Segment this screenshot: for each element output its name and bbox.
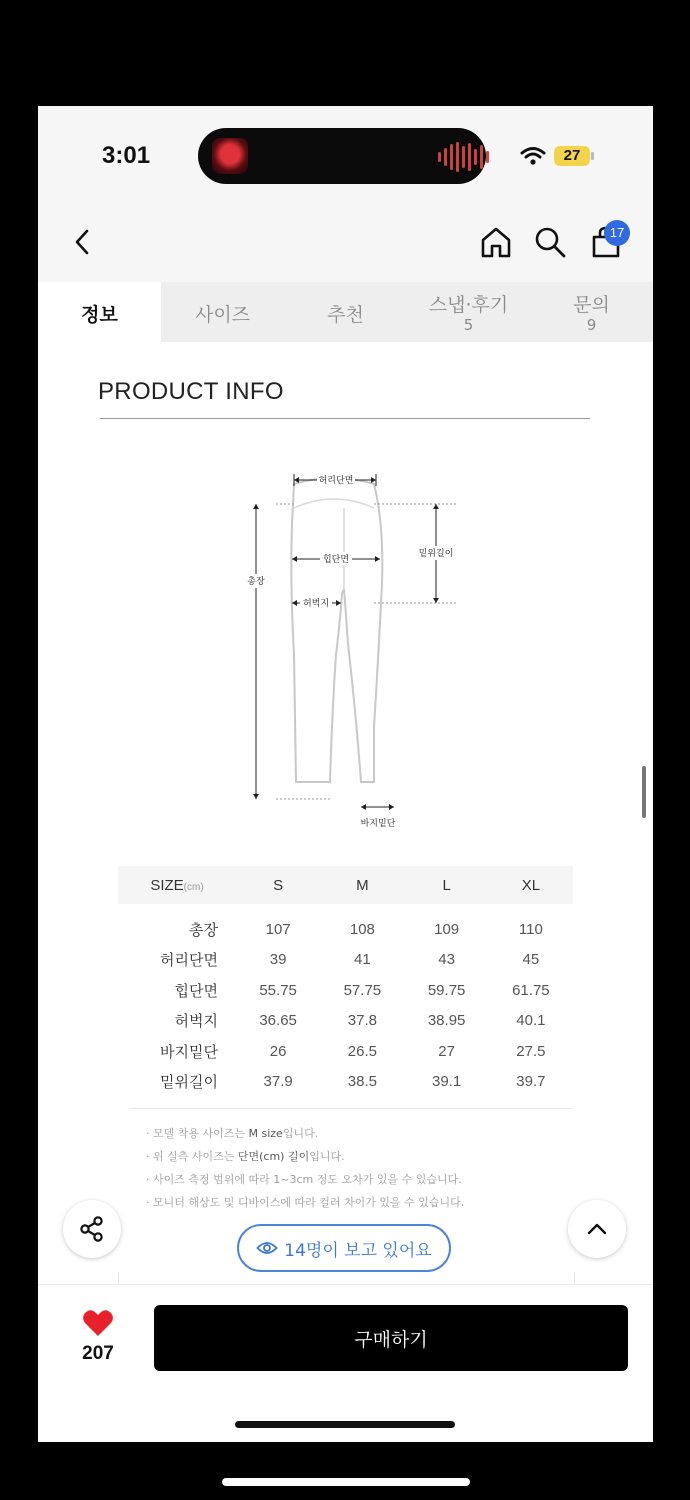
scrollbar[interactable] — [642, 766, 646, 818]
search-button[interactable] — [530, 222, 570, 262]
table-row — [118, 904, 573, 945]
table-row — [118, 1067, 573, 1098]
audio-wave-icon — [438, 142, 489, 172]
size-notes — [146, 1122, 464, 1214]
home-icon — [479, 225, 513, 259]
table-row — [118, 1006, 573, 1037]
pants-size-diagram — [224, 464, 484, 844]
label-hem: 바지밑단 — [360, 819, 396, 829]
note-measurement-type: · 위 실측 사이즈는 단면(cm) 길이입니다. — [146, 1150, 345, 1163]
table-cell: 27 — [438, 1042, 455, 1060]
back-button[interactable] — [62, 222, 102, 262]
table-cell: 45 — [522, 951, 540, 969]
eye-icon — [256, 1240, 278, 1256]
label-waist: 허리단면 — [318, 476, 354, 486]
col-header: XL — [489, 866, 573, 904]
tab-label: 문의 — [573, 294, 610, 316]
tab-snap-review[interactable] — [407, 282, 530, 342]
like-button[interactable] — [82, 1309, 114, 1341]
tab-count: 9 — [586, 316, 597, 334]
app-screen — [38, 106, 653, 1442]
table-cell: 110 — [518, 920, 543, 938]
row-label: 힙단면 — [174, 982, 218, 1000]
table-cell: 39 — [269, 951, 287, 969]
tab-size[interactable] — [161, 282, 284, 342]
home-indicator[interactable] — [235, 1421, 455, 1428]
label-total: 총장 — [247, 577, 265, 587]
note-model-size: · 모델 착용 사이즈는 M size입니다. — [146, 1127, 319, 1140]
status-bar — [38, 106, 653, 206]
table-row — [118, 945, 573, 976]
search-icon — [533, 225, 567, 259]
table-cell: 109 — [434, 920, 460, 938]
table-cell: 55.75 — [259, 981, 297, 999]
table-cell: 37.9 — [263, 1073, 293, 1091]
size-unit: (cm) — [183, 881, 204, 893]
divider — [100, 418, 590, 419]
outer-home-indicator — [222, 1478, 470, 1486]
home-button[interactable] — [476, 222, 516, 262]
col-header: S — [236, 866, 320, 904]
table-cell: 26 — [269, 1042, 287, 1060]
table-cell: 38.95 — [427, 1012, 466, 1030]
product-tabs — [38, 282, 653, 342]
top-nav — [38, 206, 653, 282]
table-cell: 27.5 — [516, 1042, 546, 1060]
col-header: L — [405, 866, 489, 904]
size-header-cell — [118, 866, 236, 904]
now-playing-artwork — [212, 138, 248, 174]
chevron-left-icon — [72, 228, 92, 256]
tab-label: 사이즈 — [194, 304, 251, 326]
col-header: M — [320, 866, 404, 904]
wifi-icon — [520, 146, 546, 170]
battery-indicator: 27 — [554, 146, 590, 166]
status-time: 3:01 — [102, 142, 151, 169]
label-rise: 밑위길이 — [418, 549, 454, 559]
buy-button[interactable]: 구매하기 — [154, 1305, 628, 1371]
tab-label: 추천 — [327, 304, 364, 326]
note-error-range: · 사이즈 측정 범위에 따라 1~3cm 정도 오차가 있을 수 있습니다. — [146, 1173, 462, 1186]
divider — [130, 1108, 572, 1109]
chevron-up-icon — [584, 1216, 610, 1242]
share-button[interactable] — [63, 1200, 121, 1258]
heart-icon — [82, 1309, 114, 1337]
row-label: 밑위길이 — [160, 1074, 218, 1092]
scroll-top-button[interactable] — [568, 1200, 626, 1258]
table-cell: 40.1 — [516, 1012, 546, 1030]
tab-label: 스냅·후기 — [428, 294, 509, 316]
note-color-difference: · 모니터 해상도 및 디바이스에 따라 컬러 차이가 있을 수 있습니다. — [146, 1196, 465, 1209]
table-cell: 38.5 — [347, 1073, 377, 1091]
table-cell: 108 — [349, 920, 375, 938]
tab-label: 정보 — [81, 304, 118, 326]
size-header-label: SIZE — [150, 876, 184, 894]
table-cell: 61.75 — [512, 981, 550, 999]
table-row — [118, 975, 573, 1006]
next-section-edge — [118, 1272, 575, 1284]
row-label: 총장 — [189, 921, 218, 939]
share-icon — [77, 1214, 107, 1244]
table-cell: 59.75 — [427, 981, 466, 999]
dynamic-island[interactable] — [198, 128, 486, 184]
row-label: 바지밑단 — [160, 1043, 218, 1061]
table-cell: 57.75 — [343, 981, 382, 999]
tab-inquiry[interactable] — [530, 282, 653, 342]
table-cell: 26.5 — [347, 1042, 377, 1060]
battery-tip — [591, 152, 594, 160]
size-chart-header — [118, 866, 573, 904]
row-label: 허리단면 — [160, 952, 218, 970]
table-cell: 41 — [354, 951, 371, 969]
pants-outline — [291, 478, 382, 782]
table-cell: 39.1 — [432, 1073, 462, 1091]
tab-count: 5 — [463, 316, 474, 334]
tab-recommend[interactable] — [284, 282, 407, 342]
label-thigh: 허벅지 — [302, 599, 330, 609]
viewing-count-pill[interactable] — [237, 1224, 451, 1272]
tab-info[interactable] — [38, 282, 161, 342]
table-cell: 107 — [265, 920, 291, 938]
table-cell: 43 — [438, 951, 455, 969]
purchase-bar — [38, 1284, 653, 1442]
table-cell: 37.8 — [347, 1012, 377, 1030]
size-chart-table — [118, 866, 573, 1097]
row-label: 허벅지 — [174, 1013, 218, 1031]
like-count: 207 — [82, 1343, 114, 1364]
label-hip: 힙단면 — [322, 555, 350, 565]
table-row — [118, 1036, 573, 1067]
viewing-count-text: 14명이 보고 있어요 — [284, 1240, 432, 1261]
table-cell: 36.65 — [259, 1012, 297, 1030]
table-cell: 39.7 — [516, 1073, 546, 1091]
section-title: PRODUCT INFO — [98, 378, 284, 405]
cart-count-badge: 17 — [604, 220, 630, 246]
